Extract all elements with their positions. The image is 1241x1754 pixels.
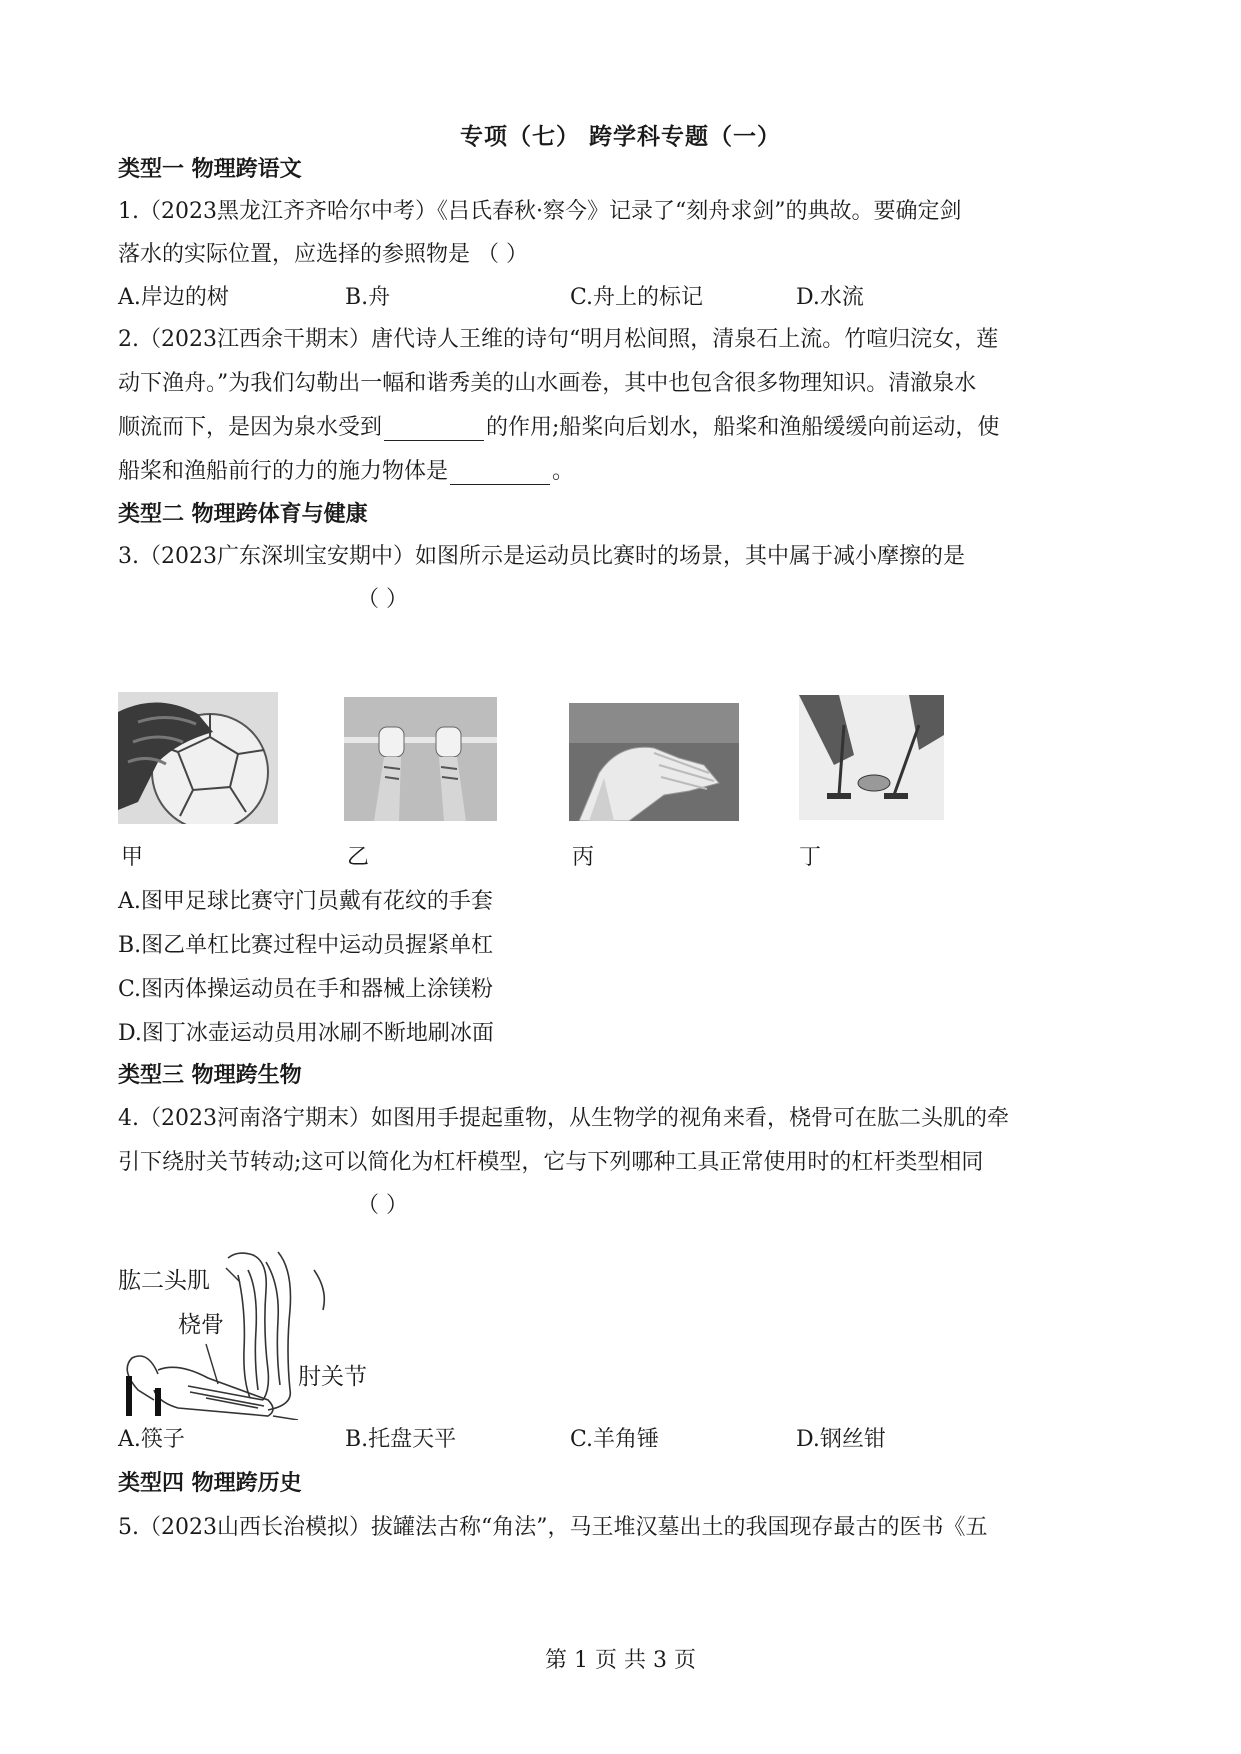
q2-line-4-b: 。: [552, 459, 575, 484]
q4-answer-bracket: （ ）: [357, 1193, 408, 1218]
q1-option-d: D.水流: [796, 285, 864, 310]
caption-ding: 丁: [799, 845, 822, 870]
section-heading-2: 类型二 物理跨体育与健康: [118, 502, 368, 527]
label-radius: 桡骨: [178, 1312, 224, 1338]
photo-horizontal-bar: [344, 697, 497, 821]
q1-option-b: B.舟: [345, 285, 391, 310]
q3-option-a: A.图甲足球比赛守门员戴有花纹的手套: [118, 889, 493, 914]
q1-option-c: C.舟上的标记: [570, 285, 704, 310]
caption-bing: 丙: [572, 845, 595, 870]
answer-blank-1[interactable]: [384, 418, 484, 441]
q3-line-1: 3.（2023广东深圳宝安期中）如图所示是运动员比赛时的场景，其中属于减小摩擦的是: [118, 544, 965, 569]
q3-option-b: B.图乙单杠比赛过程中运动员握紧单杠: [118, 933, 494, 958]
q3-option-d: D.图丁冰壶运动员用冰刷不断地刷冰面: [118, 1021, 494, 1046]
q2-line-4-a: 船桨和渔船前行的力的施力物体是: [118, 459, 449, 484]
label-biceps: 肱二头肌: [118, 1268, 210, 1294]
q4-option-b: B.托盘天平: [345, 1427, 457, 1452]
q1-line-2: 落水的实际位置，应选择的参照物是 （ ）: [118, 242, 528, 267]
q2-line-2: 动下渔舟。”为我们勾勒出一幅和谐秀美的山水画卷，其中也包含很多物理知识。清澈泉水: [118, 371, 977, 396]
q1-line-1: 1.（2023黑龙江齐齐哈尔中考）《吕氏春秋·察今》记录了“刻舟求剑”的典故。要确定剑: [118, 199, 962, 224]
photo-chalk-hands: [569, 703, 739, 821]
section-heading-3: 类型三 物理跨生物: [118, 1063, 302, 1088]
section-heading-4: 类型四 物理跨历史: [118, 1471, 302, 1496]
caption-yi: 乙: [347, 845, 370, 870]
photo-goalkeeper-glove: [118, 692, 278, 824]
q2-line-1: 2.（2023江西余干期末）唐代诗人王维的诗句“明月松间照，清泉石上流。竹喧归浣女，莲: [118, 327, 999, 352]
section-heading-1: 类型一 物理跨语文: [118, 157, 302, 182]
q1-option-a: A.岸边的树: [118, 285, 229, 310]
q4-option-d: D.钢丝钳: [796, 1427, 886, 1452]
q3-answer-bracket: （ ）: [357, 587, 408, 612]
q2-line-3-a: 顺流而下，是因为泉水受到: [118, 415, 383, 440]
q4-option-c: C.羊角锤: [570, 1427, 660, 1452]
q2-line-4: [118, 454, 574, 485]
q2-line-3-b: 的作用;船桨向后划水，船桨和渔船缓缓向前运动，使: [486, 415, 1000, 440]
q4-line-1: 4.（2023河南洛宁期末）如图用手提起重物，从生物学的视角来看，桡骨可在肱二头肌的牵: [118, 1106, 1009, 1131]
page-title: 专项（七） 跨学科专题（一）: [459, 124, 781, 150]
q5-line-1: 5.（2023山西长治模拟）拔罐法古称“角法”，马王堆汉墓出土的我国现存最古的医书《五: [118, 1515, 988, 1540]
answer-blank-2[interactable]: [450, 462, 550, 485]
label-elbow-joint: 肘关节: [298, 1364, 367, 1390]
q3-option-c: C.图丙体操运动员在手和器械上涂镁粉: [118, 977, 494, 1002]
q4-line-2: 引下绕肘关节转动;这可以简化为杠杆模型，它与下列哪种工具正常使用时的杠杆类型相同: [118, 1150, 984, 1175]
caption-jia: 甲: [121, 845, 144, 870]
q2-line-3: [118, 410, 999, 441]
page-footer: 第 1 页 共 3 页: [545, 1648, 696, 1673]
photo-curling: [799, 695, 944, 820]
q4-option-a: A.筷子: [118, 1427, 185, 1452]
